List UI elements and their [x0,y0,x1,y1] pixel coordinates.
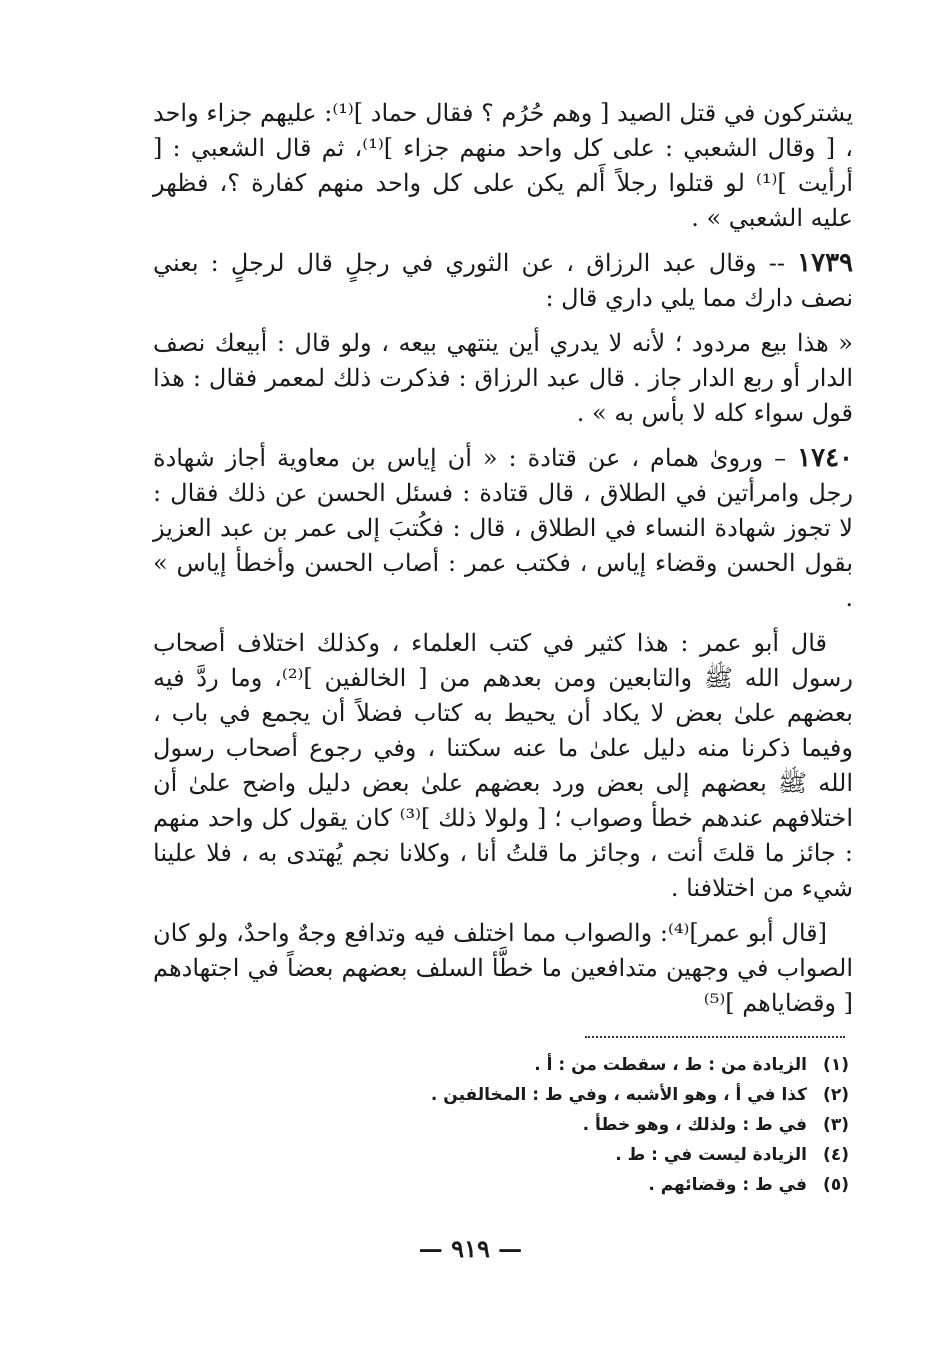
paragraph-conclusion [153,916,853,1021]
footnote-number: (٤) [823,1145,849,1165]
paragraph-abu-umar [153,626,853,906]
footnote-text: الزيادة من : ط ، سقطت من : أ . [534,1055,807,1075]
paragraph-quote [153,326,853,431]
paragraph-text: يشتركون في قتل الصيد [ وهم حُرُم ؟ فقال حماد ]⁽¹⁾: عليهم جزاء واحد ، [ وقال الشعبي : على كل واحد منهم جزاء ]⁽¹⁾، ثم قال الشعبي : [ أرأيت ]⁽¹⁾ لو قتلوا رجلاً أَلم يكن على كل واحد منهم كفارة ؟، فظهر عليه الشعبي » . [153,99,854,232]
paragraph-text: – وروىٰ همام ، عن قتادة : « أن إياس بن معاوية أجاز شهادة رجل وامرأتين في الطلاق ، قال قتادة : فسئل الحسن عن ذلك فقال : لا تجوز شهادة النساء في الطلاق ، قال : فكُتبَ إلى عمر بن عبد العزيز بقول الحسن وقضاء إياس ، فكتب عمر : أصاب الحسن وأخطأ إياس » . [153,444,853,612]
footnote-number: (٥) [823,1175,849,1195]
footnote-number: (٣) [823,1115,849,1135]
footnote-4 [149,1140,849,1170]
footnote-text: الزيادة ليست في : ط . [615,1145,807,1165]
footnote-2 [149,1080,849,1110]
paragraph-text: قال أبو عمر : هذا كثير في كتب العلماء ، وكذلك اختلاف أصحاب رسول الله ﷺ والتابعين ومن بعدهم من [ الخالفين ]⁽²⁾، وما ردَّ فيه بعضهم علىٰ بعض لا يكاد أن يحيط به كتاب فضلاً أن يجمع في باب ، وفيما ذكرنا منه دليل علىٰ ما عنه سكتنا ، وفي رجوع أصحاب رسول الله ﷺ بعضهم إلى بعض ورد بعضهم علىٰ بعض دليل واضح علىٰ أن اختلافهم عندهم خطأ وصواب ؛ [ ولولا ذلك ]⁽³⁾ كان يقول كل واحد منهم : جائز ما قلتَ أنت ، وجائز ما قلتُ أنا ، وكلانا نجم يُهتدى به ، فلا علينا شيء من اختلافنا . [153,629,854,902]
page-number: — ٩١٩ — [418,1234,523,1263]
athar-number: ١٧٤٠ [797,443,853,473]
athar-number: ١٧٣٩ [797,248,853,278]
footnote-text: في ط : ولذلك ، وهو خطأ . [582,1115,807,1135]
paragraph-1 [153,96,853,236]
footnote-5 [149,1170,849,1200]
paragraph-text: -- وقال عبد الرزاق ، عن الثوري في رجلٍ قال لرجلٍ : بعني نصف دارك مما يلي داري قال : [153,249,853,312]
footnote-divider [585,1036,845,1038]
paragraph-text: « هذا بيع مردود ؛ لأنه لا يدري أين ينتهي بيعه ، ولو قال : أبيعك نصف الدار أو ربع الدار جاز . قال عبد الرزاق : فذكرت ذلك لمعمر فقال : هذا قول سواء كله لا بأس به » . [153,329,853,427]
paragraph-1740 [153,441,853,616]
footnote-number: (١) [823,1055,849,1075]
footnote-1 [149,1050,849,1080]
footnote-number: (٢) [823,1085,849,1105]
footnote-3 [149,1110,849,1140]
footnote-text: كذا في أ ، وهو الأشبه ، وفي ط : المخالفين . [430,1085,807,1105]
paragraph-1739 [153,246,853,316]
footnote-text: في ط : وقضائهم . [648,1175,807,1195]
footnotes [149,1050,849,1200]
paragraph-text: [قال أبو عمر]⁽⁴⁾: والصواب مما اختلف فيه وتدافع وجهٌ واحدٌ، ولو كان الصواب في وجهين متدافعين ما خطَّأ السلف بعضهم بعضاً في اجتهادهم [ وقضاياهم ]⁽⁵⁾ [153,919,853,1017]
main-text [153,96,853,1031]
